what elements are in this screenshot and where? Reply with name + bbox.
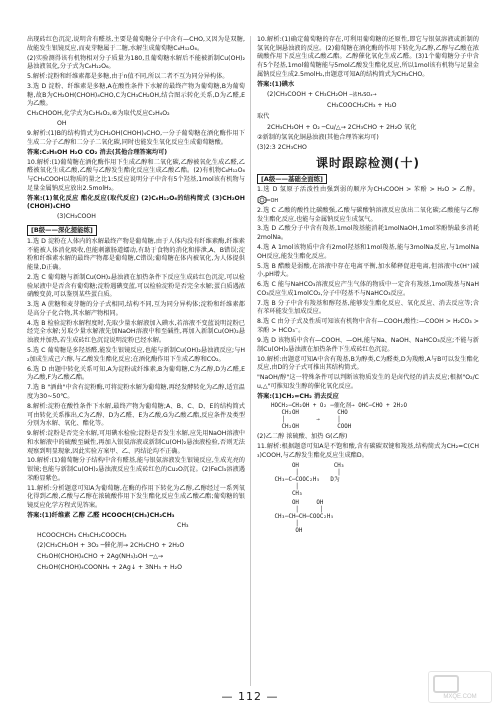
column-divider [250, 36, 251, 686]
left-top-para-2: (2)实验测得该有机物相对分子质量为180,且葡萄糖水解后不能被新制Cu(OH)₂悬浊液氧化,分子式为C₆H₁₂O₆。 [27, 54, 245, 71]
left-q9-para: 9.解析:(1)B的结构简式为CH₂OH(CHOH)₄CHO,一分子葡萄糖在酒化酶作用下生成二分子乙醇和二分子二氧化碳,同时也能发生氧化反应生成葡萄糖酸。 [27, 130, 245, 146]
left-column [27, 36, 245, 575]
left-equation-1: (2)CH₃CH₂OH + 3O₂ ─催化剂→ 2CH₃CHO + 2H₂O [37, 542, 185, 550]
right-equation-1 [267, 91, 479, 100]
left-oh-label: OH [57, 120, 67, 128]
right-eq1-cond-text: 浓H₂SO₄ [352, 92, 373, 99]
watermark-logo [428, 671, 492, 703]
left-q3-para-2: CH₃CHOOH,化学式为C₂H₄O₂,⑥为取代反应C₂H₄O₂ [27, 110, 170, 118]
left-q3-para-1: 3.选 D 淀粉、纤维素是多糖,A在酸性条件下水解的最终产物为葡萄糖,B为葡萄糖,故B为CH₂OH(CHOH)₄CHO,C为CH₃CH₂OH,结合图示转化关系,D为乙醛,E为乙酸。 [27, 83, 245, 108]
right-eq1-rhs: CH₃COOCH₂CH₃ + H₂O [327, 102, 397, 110]
right-eq1-condition: ─浓H₂SO₄→ [349, 92, 377, 99]
right-structure-c: OH OH │ │ CH₃─CH─CH─COOC₂H₅ │ OH [274, 499, 334, 534]
right-eq1-note: 取代 [257, 112, 270, 120]
left-b-para-2: 2.选 C 葡萄糖与新制Cu(OH)₂悬浊液在加热条件下反应生成砖红色沉淀,可以检验尿液中是否含有葡萄糖;淀粉遇碘变蓝,可以检验淀粉是否完全水解;蛋白质遇浓硝酸变黄,可以鉴别某些蛋白质。 [27, 273, 245, 299]
right-a-para-1 [257, 186, 479, 205]
watermark-text: MXQE.COM [443, 694, 477, 700]
right-column [257, 36, 479, 537]
left-b-para-3: 3.选 A 蔗糖和麦芽糖的分子式相同,结构不同,互为同分异构体;淀粉和纤维素都是高分子化合物,其水解产物相同。 [27, 301, 245, 317]
right-chain-text: "NaOH/醇"这一特殊条件可以判断该物质发生的是卤代烃的消去反应;根据"O₂/Cu,△"可推知发生醇的催化氧化反应。 [257, 374, 479, 390]
phenol-structure-icon [257, 195, 277, 205]
page-title: 课时跟踪检测(十) [316, 155, 420, 170]
left-q10-tail: (3)CH₃COOH [57, 213, 96, 221]
right-a-para-4: 4.选 A 1mol该物质中含有2mol羟基和1mol羧基,能与3molNa反应,与1molNaOH反应,能发生酯化反应。 [257, 244, 479, 260]
left-equation-3: CH₂OH(CHOH)₄COONH₄ + 2Ag↓ + 3NH₃ + H₂O [37, 563, 182, 571]
left-b-answer-sub: CH₃ [177, 521, 189, 529]
right-a-para-3: 3.选 D 乙酸分子中含有羧基,1mol羧基能消耗1molNaOH,1mol苯酚钠最多消耗2molNa。 [257, 225, 479, 242]
left-q10-answer: 答案:(1)氧化反应 酯化反应(取代反应) (2)C₆H₁₂O₆的结构简式 (3)CH₂OH(CHOH)₄CHO [27, 194, 245, 211]
right-a-para-7: 7.选 B 分子中含有羧基和醇羟基,能够发生酯化反应、氧化反应、消去反应等;含有苯环能发生加成反应。 [257, 299, 479, 316]
right-answer-1: 答案:(1)碘水 [257, 80, 295, 88]
left-q10-para: 10.解析:(1)葡萄糖在酒化酶作用下生成乙醇和二氧化碳,乙醇被氧化生成乙醛,乙醛被氧化生成乙酸,乙酸与乙醇发生酯化反应生成乙酸乙酯。(2)有机物C₆H₁₂O₆与CH₃COOH以物质的量之比1:5反应说明分子中含有5个羟基,1mol该有机物与足量金属钠反应放出2.5molH₂。 [27, 158, 245, 192]
right-a-para-5: 5.选 B 醋酸是弱酸,在溶液中存在电离平衡,加水稀释促进电离,但溶液中c(H⁺)减小,pH增大。 [257, 262, 479, 279]
right-a-para-8: 8.选 C 由分子式及性质可知该有机物中含有—COOH,酸性:—COOH > H₂CO₃ > 苯酚 > HCO₃⁻。 [257, 318, 479, 335]
right-structure-b: OH CH₃ │ │ CH₃─C─COOC₂H₅ D为 │ CH₃ [274, 462, 345, 497]
right-answer-3: (3)2:3 2CH₃CHO [257, 144, 307, 152]
right-a-para-6: 6.选 C 能与NaHCO₃溶液反应产生气体的物质中一定含有羧基,1mol羧基与NaHCO₃反应生成1molCO₂,分子中羟基不与NaHCO₃反应。 [257, 281, 479, 297]
svg-text:OH: OH [270, 197, 279, 204]
right-top-para: 10.解析:(1)确定葡萄糖的存在,可利用葡萄糖的还原性,即它与银氨溶液或新制的氢氧化铜悬浊液的反应。(2)葡萄糖在酒化酶的作用下转化为乙醇,乙醇与乙酸在浓硫酸作用下反应生成乙酸乙酯。乙醇催化氧化生成乙醛。(3)1个葡萄糖分子中含有5个羟基,1mol葡萄糖能与5mol乙酸发生酯化反应,所以1mol该有机物与足量金属钠反应生成2.5molH₂,由题意可知A的结构简式为CH₃CHO。 [257, 36, 479, 78]
right-a-para-2: 2.选 C 乙酸的酸性比碳酸强,乙酸与碳酸钠溶液反应放出二氧化碳;乙酸能与乙醇发生酯化反应,也能与金属钠反应生成氢气。 [257, 206, 479, 223]
right-a-para-9: 9.选 D 该物质中含有—COOH、—OH,能与Na、NaOH、NaHCO₃反应;不能与新制Cu(OH)₂悬浊液在加热条件下生成砖红色沉淀。 [257, 336, 479, 353]
right-answer-2: ②新制的氢氧化铜悬浊液(其他合理答案均可) [257, 134, 379, 142]
left-b-para-9: 9.解析:淀粉是否完全水解,可用碘水检验;淀粉是否发生水解,应先用NaOH溶液中和水解液中的硫酸至碱性,再加入银氨溶液或新制Cu(OH)₂悬浊液检验,否则无法观察到明显现象,因此实验方案甲、乙、丙结论均不正确。 [27, 430, 245, 455]
section-b-heading: [B级——深化提能练] [27, 225, 97, 236]
watermark-mark-icon [433, 675, 459, 693]
right-a-para-10: 10.解析:由题意可知A中含有羧基,B为醇类,C为醛类,D为羧酸,A与B可以发生酯化反应,由D的分子式可推出其结构简式。 [257, 355, 479, 372]
left-b-para-5: 5.选 C 葡萄糖是多羟基醛,能发生银镜反应,也能与新制Cu(OH)₂悬浊液反应;与H₂加成生成己六醇,与乙酸发生酯化反应;在酒化酶作用下生成乙醇和CO₂。 [27, 347, 245, 363]
left-top-para-3: 5.解析:淀粉和纤维素都是多糖,由于n值不同,所以二者不互为同分异构体。 [27, 73, 229, 81]
left-b-para-10: 10.解析:(1)葡萄糖分子结构中含有醛基,能与银氨溶液发生银镜反应,生成光亮的银镜;也能与新制Cu(OH)₂悬浊液反应生成砖红色的Cu₂O沉淀。(2)FeCl₃溶液遇苯酚显紫色。 [27, 457, 245, 482]
right-a-para-1-text: 1.选 D 氢原子活泼性由强到弱的顺序为CH₃COOH > 苯酚 > H₂O > 乙醇。 [257, 186, 479, 194]
left-equation-2: CH₂OH(CHOH)₄CHO + 2Ag(NH₃)₂OH ─△→ [37, 553, 164, 561]
right-answer-a2: (2)乙二醇 浓硫酸、加热 G(乙醇) [257, 433, 348, 441]
left-q9-answer: 答案:C₂H₅OH H₂O CO₂ 消去(其他合理答案均可) [27, 148, 168, 156]
page-number: — 112 — [221, 690, 279, 703]
left-b-para-1: 1.选 D 淀粉在人体内的水解最终产物是葡萄糖,由于人体内没有纤维素酶,纤维素不能被人体消化吸收,但能刺激肠道蠕动,有助于食物的消化和排泄,A、B错误;淀粉和纤维素水解的最终产物都是葡萄糖,C错误;葡萄糖在体内被氧化,为人体提供能量,D正确。 [27, 237, 245, 271]
left-b-para-11: 11.解析:分析题意可知A为葡萄糖,在酶的作用下转化为乙醇,乙醇经过一系列氧化得到乙酸,乙酸与乙醇在浓硫酸作用下发生酯化反应生成乙酸乙酯;葡萄糖的银镜反应化学方程式见答案。 [27, 484, 245, 510]
left-b-answer-line2: HCOOCHCH₃ CH₃CH₂COOCH₃ [37, 531, 127, 539]
right-answer-a1: 答案:(1)CH₂=CH₂ 消去反应 [257, 392, 339, 400]
left-b-para-8: 8.解析:淀粉在酸性条件下水解,最终产物为葡萄糖;A、B、C、D、E的结构简式可由转化关系推出,C为乙醇、D为乙醛、E为乙酸,G为乙酸乙酯,反应条件及类型分别为水解、氧化、酯化等。 [27, 402, 245, 428]
left-b-answer: 答案:(1)纤维素 乙醇 乙醛 HCOOCH(CH₃)CH₂CH₃ [27, 511, 175, 519]
left-top-para-1: 出现砖红色沉淀,说明含有醛基,主要是葡萄糖分子中含有—CHO,又因为是双糖,故能发生银镜反应,而麦芽糖属于二糖,水解生成葡萄糖C₆H₁₂O₆。 [27, 36, 245, 52]
section-a-heading: [A级——基础全面练] [257, 174, 327, 185]
left-b-para-4: 4.选 B 检验淀粉水解程度时,先取少量水解液加入碘水,若溶液不变蓝说明淀粉已经完全水解;另取少量水解液先加NaOH溶液中和至碱性,再加入新制Cu(OH)₂悬浊液并加热,若生成砖红色沉淀说明淀粉已经水解。 [27, 319, 245, 345]
left-b-para-7: 7.选 B "酒曲"中含有淀粉酶,可将淀粉水解为葡萄糖,再经发酵转化为乙醇,适宜温度为30~50℃。 [27, 384, 245, 400]
right-equation-2: 2CH₃CH₂OH + O₂ ─Cu/△→ 2CH₃CHO + 2H₂O 氧化 [267, 123, 417, 131]
right-structure-a: HOCH₂─CH₂OH + O₂ ─催化剂→ OHC─CHO + 2H₂O CH₂OH CHO │ → │ CH₂OH COOH [271, 403, 408, 431]
right-q11-para: 11.解析:根据题意可知A是不饱和酸,含有碳碳双键和羧基,结构简式为CH₂=C(CH₃)COOH,与乙醇发生酯化反应生成酯D。 [257, 443, 479, 460]
right-eq1-lhs: (2)CH₃COOH + CH₃CH₂OH [267, 91, 348, 99]
left-b-para-6: 6.选 D 由题中转化关系可知,A为淀粉或纤维素,B为葡萄糖,C为乙醇,D为乙醛,E为乙酸,F为乙酸乙酯。 [27, 365, 245, 382]
